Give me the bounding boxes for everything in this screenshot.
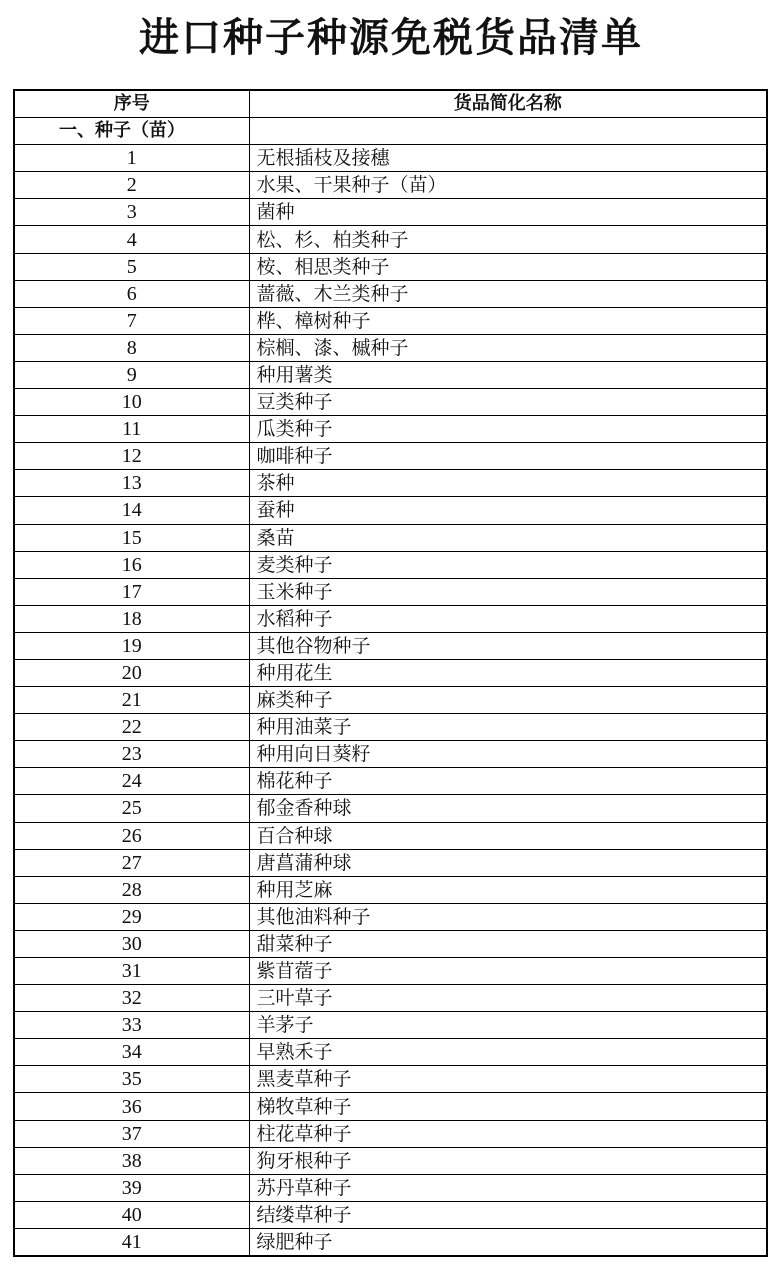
row-serial-cell: 30 bbox=[14, 930, 249, 957]
row-goods-name-cell: 甜菜种子 bbox=[249, 930, 767, 957]
row-serial-cell: 8 bbox=[14, 334, 249, 361]
row-goods-name-cell: 玉米种子 bbox=[249, 578, 767, 605]
row-serial-cell: 25 bbox=[14, 795, 249, 822]
table-row bbox=[14, 253, 767, 280]
row-goods-name-cell: 松、杉、柏类种子 bbox=[249, 226, 767, 253]
section-name-cell bbox=[249, 118, 767, 145]
table-row bbox=[14, 903, 767, 930]
row-goods-name-cell: 其他谷物种子 bbox=[249, 632, 767, 659]
row-goods-name-cell: 瓜类种子 bbox=[249, 416, 767, 443]
row-goods-name-cell: 菌种 bbox=[249, 199, 767, 226]
row-goods-name-cell: 黑麦草种子 bbox=[249, 1066, 767, 1093]
row-goods-name-cell: 麻类种子 bbox=[249, 687, 767, 714]
table-row bbox=[14, 1174, 767, 1201]
table-row bbox=[14, 361, 767, 388]
row-serial-cell: 9 bbox=[14, 361, 249, 388]
row-goods-name-cell: 棉花种子 bbox=[249, 768, 767, 795]
row-serial-cell: 6 bbox=[14, 280, 249, 307]
row-serial-cell: 16 bbox=[14, 551, 249, 578]
table-row bbox=[14, 578, 767, 605]
row-serial-cell: 38 bbox=[14, 1147, 249, 1174]
row-goods-name-cell: 麦类种子 bbox=[249, 551, 767, 578]
row-goods-name-cell: 棕榈、漆、槭种子 bbox=[249, 334, 767, 361]
row-serial-cell: 33 bbox=[14, 1012, 249, 1039]
row-goods-name-cell: 水稻种子 bbox=[249, 605, 767, 632]
row-goods-name-cell: 桑苗 bbox=[249, 524, 767, 551]
row-goods-name-cell: 唐菖蒲种球 bbox=[249, 849, 767, 876]
row-serial-cell: 18 bbox=[14, 605, 249, 632]
goods-table bbox=[13, 89, 768, 1257]
row-serial-cell: 26 bbox=[14, 822, 249, 849]
row-serial-cell: 12 bbox=[14, 443, 249, 470]
row-goods-name-cell: 种用芝麻 bbox=[249, 876, 767, 903]
table-row bbox=[14, 497, 767, 524]
row-goods-name-cell: 桉、相思类种子 bbox=[249, 253, 767, 280]
row-serial-cell: 39 bbox=[14, 1174, 249, 1201]
row-serial-cell: 3 bbox=[14, 199, 249, 226]
row-serial-cell: 23 bbox=[14, 741, 249, 768]
table-row bbox=[14, 524, 767, 551]
table-row bbox=[14, 307, 767, 334]
table-row bbox=[14, 1147, 767, 1174]
row-serial-cell: 21 bbox=[14, 687, 249, 714]
row-goods-name-cell: 茶种 bbox=[249, 470, 767, 497]
row-serial-cell: 31 bbox=[14, 958, 249, 985]
row-goods-name-cell: 桦、樟树种子 bbox=[249, 307, 767, 334]
table-row bbox=[14, 741, 767, 768]
row-goods-name-cell: 水果、干果种子（苗） bbox=[249, 172, 767, 199]
row-goods-name-cell: 结缕草种子 bbox=[249, 1201, 767, 1228]
row-serial-cell: 41 bbox=[14, 1228, 249, 1256]
table-row bbox=[14, 876, 767, 903]
row-serial-cell: 40 bbox=[14, 1201, 249, 1228]
table-row bbox=[14, 1039, 767, 1066]
table-row bbox=[14, 1066, 767, 1093]
table-row bbox=[14, 226, 767, 253]
row-serial-cell: 29 bbox=[14, 903, 249, 930]
row-goods-name-cell: 种用油菜子 bbox=[249, 714, 767, 741]
table-row bbox=[14, 714, 767, 741]
table-row bbox=[14, 172, 767, 199]
table-row bbox=[14, 416, 767, 443]
row-goods-name-cell: 蔷薇、木兰类种子 bbox=[249, 280, 767, 307]
table-row bbox=[14, 849, 767, 876]
row-serial-cell: 15 bbox=[14, 524, 249, 551]
row-goods-name-cell: 狗牙根种子 bbox=[249, 1147, 767, 1174]
row-serial-cell: 10 bbox=[14, 389, 249, 416]
row-goods-name-cell: 三叶草子 bbox=[249, 985, 767, 1012]
table-row bbox=[14, 632, 767, 659]
row-goods-name-cell: 柱花草种子 bbox=[249, 1120, 767, 1147]
table-row bbox=[14, 1228, 767, 1256]
row-goods-name-cell: 梯牧草种子 bbox=[249, 1093, 767, 1120]
row-serial-cell: 1 bbox=[14, 145, 249, 172]
row-serial-cell: 14 bbox=[14, 497, 249, 524]
row-goods-name-cell: 其他油料种子 bbox=[249, 903, 767, 930]
row-serial-cell: 36 bbox=[14, 1093, 249, 1120]
table-row bbox=[14, 280, 767, 307]
row-serial-cell: 32 bbox=[14, 985, 249, 1012]
table-row bbox=[14, 930, 767, 957]
table-row bbox=[14, 1120, 767, 1147]
table-row bbox=[14, 958, 767, 985]
table-row bbox=[14, 1093, 767, 1120]
table-row bbox=[14, 1201, 767, 1228]
section-label: 一、种子（苗） bbox=[14, 118, 249, 145]
row-goods-name-cell: 百合种球 bbox=[249, 822, 767, 849]
row-serial-cell: 7 bbox=[14, 307, 249, 334]
table-row bbox=[14, 470, 767, 497]
row-goods-name-cell: 苏丹草种子 bbox=[249, 1174, 767, 1201]
section-row bbox=[14, 118, 767, 145]
header-serial: 序号 bbox=[14, 90, 249, 118]
row-goods-name-cell: 早熟禾子 bbox=[249, 1039, 767, 1066]
row-serial-cell: 34 bbox=[14, 1039, 249, 1066]
row-goods-name-cell: 羊茅子 bbox=[249, 1012, 767, 1039]
row-serial-cell: 2 bbox=[14, 172, 249, 199]
row-goods-name-cell: 郁金香种球 bbox=[249, 795, 767, 822]
table-row bbox=[14, 551, 767, 578]
table-row bbox=[14, 1012, 767, 1039]
row-serial-cell: 37 bbox=[14, 1120, 249, 1147]
table-row bbox=[14, 389, 767, 416]
table-row bbox=[14, 199, 767, 226]
header-goods-name: 货品简化名称 bbox=[249, 90, 767, 118]
table-row bbox=[14, 605, 767, 632]
row-goods-name-cell: 绿肥种子 bbox=[249, 1228, 767, 1256]
table-row bbox=[14, 822, 767, 849]
table-row bbox=[14, 985, 767, 1012]
table-row bbox=[14, 145, 767, 172]
row-goods-name-cell: 种用薯类 bbox=[249, 361, 767, 388]
row-serial-cell: 20 bbox=[14, 659, 249, 686]
table-row bbox=[14, 443, 767, 470]
table-row bbox=[14, 768, 767, 795]
row-serial-cell: 19 bbox=[14, 632, 249, 659]
table-row bbox=[14, 334, 767, 361]
row-serial-cell: 4 bbox=[14, 226, 249, 253]
row-serial-cell: 24 bbox=[14, 768, 249, 795]
row-serial-cell: 5 bbox=[14, 253, 249, 280]
row-serial-cell: 27 bbox=[14, 849, 249, 876]
row-goods-name-cell: 无根插枝及接穗 bbox=[249, 145, 767, 172]
row-serial-cell: 11 bbox=[14, 416, 249, 443]
row-goods-name-cell: 种用向日葵籽 bbox=[249, 741, 767, 768]
page-title: 进口种子种源免税货品清单 bbox=[139, 15, 643, 61]
row-serial-cell: 28 bbox=[14, 876, 249, 903]
row-serial-cell: 22 bbox=[14, 714, 249, 741]
table-row bbox=[14, 659, 767, 686]
table-header-row bbox=[14, 90, 767, 118]
row-serial-cell: 17 bbox=[14, 578, 249, 605]
row-goods-name-cell: 豆类种子 bbox=[249, 389, 767, 416]
row-goods-name-cell: 紫苜蓿子 bbox=[249, 958, 767, 985]
row-serial-cell: 35 bbox=[14, 1066, 249, 1093]
table-row bbox=[14, 795, 767, 822]
row-goods-name-cell: 蚕种 bbox=[249, 497, 767, 524]
row-goods-name-cell: 种用花生 bbox=[249, 659, 767, 686]
row-serial-cell: 13 bbox=[14, 470, 249, 497]
row-goods-name-cell: 咖啡种子 bbox=[249, 443, 767, 470]
table-row bbox=[14, 687, 767, 714]
